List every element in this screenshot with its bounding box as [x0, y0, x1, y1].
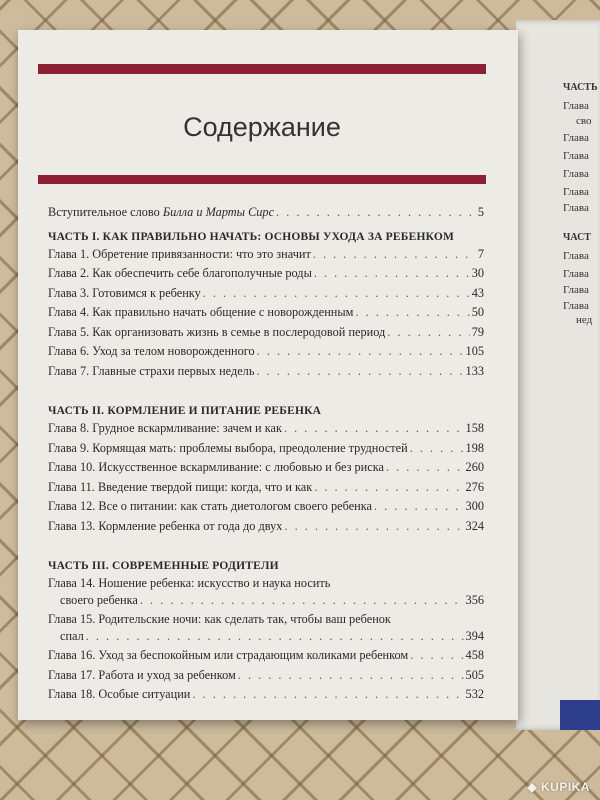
- dot-leader: [203, 286, 470, 301]
- chapter-title: Как правильно начать общение с новорожденным: [92, 305, 354, 319]
- chapter-title: Все о питании: как стать диетологом своего ребенка: [98, 499, 372, 513]
- dot-leader: [387, 325, 469, 340]
- page-number: 133: [465, 363, 484, 378]
- chapter-title: Родительские ночи: как сделать так, чтобы ваш ребенок: [98, 612, 391, 626]
- page-number: 30: [471, 266, 484, 280]
- right-page-line: Глава: [563, 250, 589, 262]
- table-of-contents: [48, 205, 484, 707]
- chapter-label: Глава 3.: [48, 285, 90, 300]
- dot-leader: [410, 441, 464, 456]
- right-page-line: Глава: [563, 284, 589, 296]
- chapter-label: Глава 16.: [48, 648, 96, 662]
- chapter-label: Глава 1.: [48, 246, 90, 261]
- chapter-title: Как организовать жизнь в семье в послеродовой период: [92, 324, 386, 339]
- chapter-title: Введение твердой пищи: когда, что и как: [97, 479, 313, 494]
- chapter-row: [48, 519, 484, 539]
- dot-leader: [284, 421, 464, 436]
- chapter-row: [48, 480, 484, 500]
- right-page-line: нед: [576, 314, 593, 326]
- chapter-label: Глава 5.: [48, 324, 90, 339]
- chapter-label: Глава 7.: [48, 363, 90, 378]
- part-heading: ЧАСТЬ II. КОРМЛЕНИЕ И ПИТАНИЕ РЕБЕНКА: [48, 405, 322, 417]
- chapter-label: Глава 13.: [48, 518, 96, 533]
- chapter-label: Глава 2.: [48, 266, 90, 280]
- chapter-title-continuation: своего ребенка: [60, 593, 138, 607]
- page-number: 532: [465, 687, 484, 701]
- page-number: 458: [465, 648, 484, 662]
- chapter-row: [48, 325, 484, 345]
- dot-leader: [257, 344, 464, 359]
- page-number: 276: [465, 479, 484, 494]
- chapter-title: Уход за беспокойным или страдающим коликами ребенком: [98, 648, 409, 662]
- page-number: 394: [465, 629, 484, 643]
- chapter-row: [48, 612, 484, 629]
- chapter-row: [48, 305, 484, 325]
- right-page-line: Глава: [563, 100, 589, 112]
- page-number: 324: [465, 518, 484, 533]
- chapter-label: Глава 15.: [48, 612, 96, 626]
- chapter-label: Глава 18.: [48, 687, 96, 701]
- page-number: 198: [465, 440, 484, 455]
- chapter-title: Уход за телом новорожденного: [92, 344, 255, 358]
- chapter-label: Глава 8.: [48, 421, 90, 435]
- watermark-logo: [527, 780, 590, 794]
- right-page-line: Глава: [563, 150, 589, 162]
- dot-leader: [374, 499, 464, 514]
- page-number: 260: [465, 460, 484, 474]
- chapter-row: [48, 266, 484, 286]
- chapter-title-continuation: спал: [60, 629, 84, 643]
- right-page-line: Глава: [563, 132, 589, 144]
- page-number: 50: [471, 305, 484, 319]
- decorative-rule-bottom: [38, 175, 486, 184]
- dot-leader: [355, 305, 469, 320]
- right-page-line: сво: [576, 115, 592, 127]
- chapter-row: [48, 247, 484, 267]
- chapter-title: Ношение ребенка: искусство и наука носить: [98, 576, 331, 590]
- chapter-row: [48, 576, 484, 593]
- right-page-line: Глава: [563, 168, 589, 180]
- chapter-label: Глава 9.: [48, 440, 90, 455]
- intro-text: Вступительное слово: [48, 205, 160, 219]
- chapter-row: [48, 344, 484, 364]
- dot-leader: [192, 687, 463, 702]
- dot-leader: [284, 519, 463, 534]
- chapter-title: Готовимся к ребенку: [92, 285, 201, 300]
- chapter-title: Обретение привязанности: что это значит: [92, 246, 311, 261]
- page-number: 79: [471, 324, 484, 339]
- dot-leader: [276, 205, 476, 220]
- chapter-label: Глава 4.: [48, 305, 90, 319]
- right-page-line: Глава: [563, 268, 589, 280]
- page-number: 7: [477, 246, 484, 261]
- page-number: 505: [465, 667, 484, 682]
- intro-authors: Билла и Марты Сирс: [162, 205, 275, 219]
- chapter-title: Искусственное вскармливание: с любовью и без риска: [98, 460, 384, 474]
- right-page-line: ЧАСТЬ: [563, 82, 598, 93]
- chapter-label: Глава 11.: [48, 479, 95, 494]
- part-heading: ЧАСТЬ I. КАК ПРАВИЛЬНО НАЧАТЬ: ОСНОВЫ УХОДА ЗА РЕБЕНКОМ: [48, 230, 455, 243]
- chapter-label: Глава 6.: [48, 344, 90, 358]
- dot-leader: [313, 247, 476, 262]
- watermark-text: KUPIKA: [540, 780, 590, 794]
- part-heading: ЧАСТЬ III. СОВРЕМЕННЫЕ РОДИТЕЛИ: [48, 560, 279, 572]
- chapter-row: [48, 421, 484, 441]
- chapter-title: Работа и уход за ребенком: [98, 667, 236, 682]
- page-number: 300: [465, 499, 484, 513]
- chapter-row: [48, 460, 484, 480]
- chapter-row-continuation: [48, 629, 484, 648]
- right-page-line: Глава: [563, 300, 589, 312]
- chapter-label: Глава 10.: [48, 460, 96, 474]
- chapter-title: Кормящая мать: проблемы выбора, преодоление трудностей: [92, 440, 408, 455]
- chapter-title: Как обеспечить себе благополучные роды: [92, 266, 312, 280]
- dot-leader: [314, 480, 463, 495]
- page-number: 105: [465, 344, 484, 358]
- intro-row: [48, 205, 484, 225]
- page-number: 158: [465, 421, 484, 435]
- dot-leader: [386, 460, 464, 475]
- dot-leader: [410, 648, 463, 663]
- chapter-label: Глава 12.: [48, 499, 96, 513]
- chapter-row: [48, 668, 484, 688]
- chapter-title: Кормление ребенка от года до двух: [98, 518, 283, 533]
- right-page-line: ЧАСТ: [563, 232, 591, 243]
- dot-leader: [140, 593, 464, 608]
- chapter-row: [48, 364, 484, 384]
- dot-leader: [256, 364, 463, 379]
- dot-leader: [314, 266, 470, 281]
- chapter-row: [48, 441, 484, 461]
- chapter-title: Главные страхи первых недель: [92, 363, 255, 378]
- chapter-label: Глава 14.: [48, 576, 96, 590]
- chapter-row: [48, 499, 484, 519]
- dot-leader: [238, 668, 464, 683]
- chapter-row: [48, 286, 484, 306]
- book-cover-edge: [560, 700, 600, 730]
- chapter-row-continuation: [48, 593, 484, 612]
- decorative-rule-top: [38, 64, 486, 74]
- chapter-row: [48, 687, 484, 707]
- right-page-line: Глава: [563, 186, 589, 198]
- page-number: 356: [465, 593, 484, 607]
- chapter-label: Глава 17.: [48, 667, 96, 682]
- page-number: 5: [477, 205, 484, 219]
- chapter-row: [48, 648, 484, 668]
- page-title: Содержание: [183, 112, 341, 142]
- diamond-icon: ◆: [527, 780, 538, 794]
- chapter-title: Особые ситуации: [98, 687, 191, 701]
- chapter-title: Грудное вскармливание: зачем и как: [92, 421, 282, 435]
- page-number: 43: [471, 285, 484, 300]
- right-page-line: Глава: [563, 202, 589, 214]
- dot-leader: [86, 629, 464, 644]
